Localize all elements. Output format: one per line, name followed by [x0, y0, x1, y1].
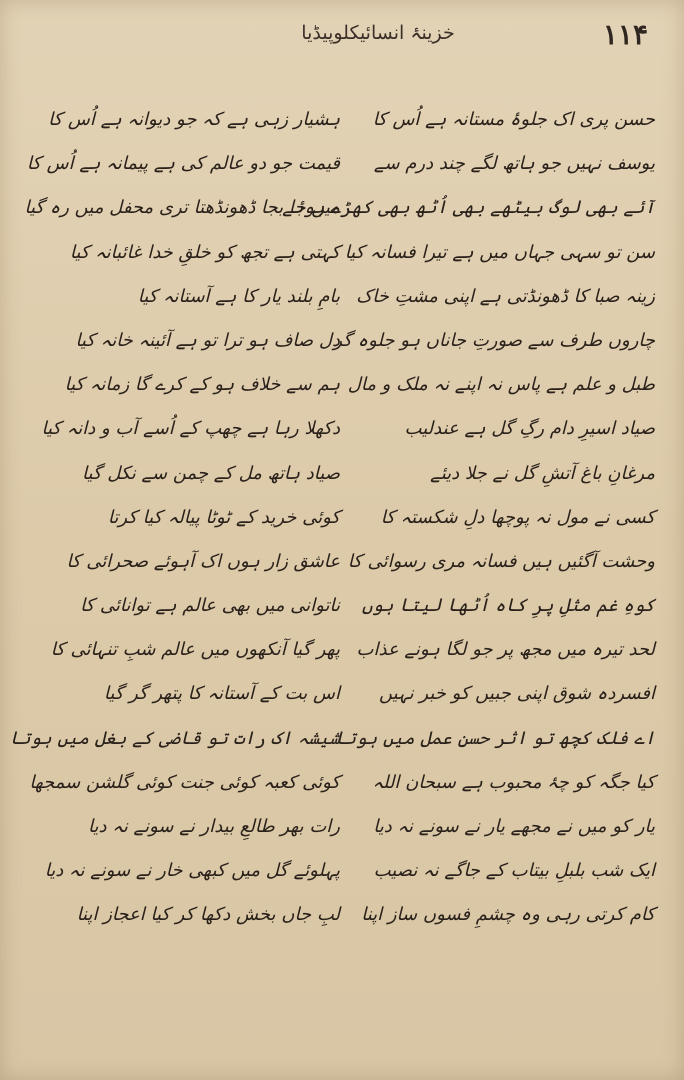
- verse-line: افسردہ شوق اپنی جبیں کو خبر نہیں: [378, 683, 655, 705]
- left-column-verses: [9, 98, 340, 938]
- verse-line: اے فلک کچھ تو اثر حسنِ عمل میں ہوتا: [335, 727, 655, 749]
- verse-line: میں جا بجا ڈھونڈھتا تری محفل میں رہ گیا: [24, 197, 340, 219]
- verse-line: آئے بھی لوگ بیٹھے بھی اُٹھ بھی کھڑے ہوئے: [282, 197, 655, 219]
- verse-line: کوئی کعبہ کوئی جنت کوئی گلشن سمجھا: [29, 771, 340, 793]
- verse-line: اس بت کے آستانہ کا پتھر گر گیا: [103, 683, 340, 705]
- verse-line: قیمت جو دو عالم کی ہے پیمانہ ہے اُس کا: [26, 153, 340, 175]
- verse-line: رات بھر طالعِ بیدار نے سونے نہ دیا: [88, 816, 340, 837]
- verse-line: مرغانِ باغ آتشِ گل نے جلا دیئے: [430, 462, 655, 484]
- verse-line: دل صاف ہو ترا تو ہے آئینہ خانہ کیا: [75, 329, 340, 351]
- verse-line: کوہِ غم مثلِ پرِ کاہ اُٹھا لیتا ہوں: [361, 595, 655, 617]
- verse-line: کہتی ہے تجھ کو خلقِ خدا غائبانہ کیا: [69, 241, 340, 263]
- verse-line: یار کو میں نے مجھے یار نے سونے نہ دیا: [373, 816, 655, 837]
- verse-line: عاشق زار ہوں اک آہوئے صحرائی کا: [66, 550, 340, 572]
- verse-line: پھر گیا آنکھوں میں عالم شبِ تنہائی کا: [50, 639, 340, 661]
- verse-line: دکھلا رہا ہے چھپ کے اُسے آب و دانہ کیا: [41, 418, 340, 440]
- verse-line: ایک شب بلبلِ بیتاب کے جاگے نہ نصیب: [373, 860, 655, 882]
- verse-line: سن تو سہی جہاں میں ہے تیرا فسانہ کیا: [344, 241, 655, 263]
- verse-line: صیاد ہاتھ مل کے چمن سے نکل گیا: [81, 462, 340, 484]
- verse-line: وحشت آگئیں ہیں فسانہ مری رسوائی کا: [347, 550, 655, 572]
- verse-line: یوسف نہیں جو ہاتھ لگے چند درم سے: [373, 153, 655, 175]
- page-header: [0, 18, 684, 58]
- verse-line: ناتوانی میں بھی عالم ہے توانائی کا: [80, 595, 340, 617]
- verse-line: طبل و علم ہے پاس نہ اپنے نہ ملک و مال: [347, 374, 655, 396]
- verse-line: کوئی خرید کے ٹوٹا پیالہ کیا کرتا: [107, 506, 340, 528]
- verse-line: صیاد اسیرِ دام رگِ گل ہے عندلیب: [404, 418, 655, 440]
- verse-line: لبِ جاں بخش دکھا کر کیا اعجاز اپنا: [76, 904, 340, 926]
- verse-line: لحد تیرہ میں مجھ پر جو لگا ہونے عذاب: [356, 639, 655, 661]
- verse-line: بامِ بلند یار کا ہے آستانہ کیا: [137, 285, 340, 307]
- verse-line: شیشہ اک رات تو قاضی کے بغل میں ہوتا: [9, 727, 340, 749]
- verse-line: زینہ صبا کا ڈھونڈتی ہے اپنی مشتِ خاک: [356, 285, 655, 307]
- verse-line: پہلوئے گل میں کبھی خار نے سونے نہ دیا: [44, 860, 340, 882]
- verse-line: کام کرتی رہی وہ چشمِ فسوں ساز اپنا: [361, 904, 655, 926]
- verse-line: ہشیار زہی ہے کہ جو دیوانہ ہے اُس کا: [48, 109, 340, 130]
- verse-line: کسی نے مول نہ پوچھا دلِ شکستہ کا: [380, 506, 655, 528]
- right-column-verses: [282, 98, 655, 938]
- running-title: خزینۂ انسائیکلوپیڈیا: [301, 22, 455, 44]
- verse-line: کیا جگہ کو چۂ محبوب ہے سبحان اللہ: [372, 771, 655, 793]
- verse-line: حسن پری اک جلوۂ مستانہ ہے اُس کا: [372, 109, 655, 130]
- verse-line: ہم سے خلاف ہو کے کرے گا زمانہ کیا: [64, 374, 340, 396]
- verse-line: چاروں طرف سے صورتِ جاناں ہو جلوہ گر: [333, 329, 655, 351]
- page-number: ۱۱۴: [602, 18, 648, 51]
